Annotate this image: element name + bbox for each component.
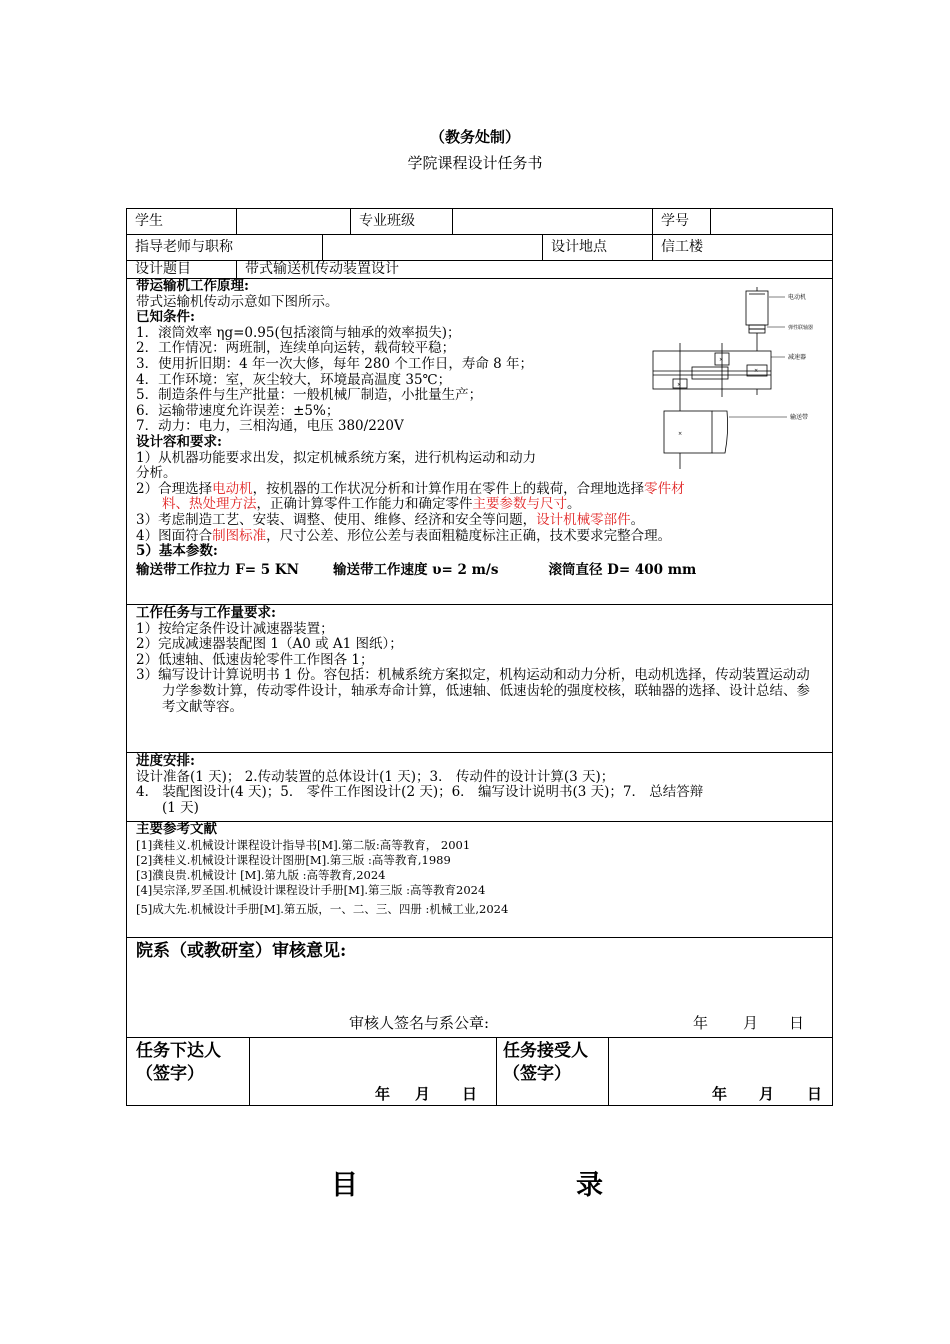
req3-highlight: 设计机械零部件: [536, 511, 631, 528]
condition-item: 6．运输带速度允许误差：±5%；: [136, 402, 340, 419]
reference-item: [3]濮良贵.机械设计 [M].第九版 :高等教育,2024: [136, 867, 386, 882]
task-item-4: 3）编写设计计算说明书 1 份。容包括：机械系统方案拟定，机构运动和动力分析，电动机选择，传动装置运动动力学参数计算，传动零件设计，轴承寿命计算，低速轴、低速齿轮的强度校核，联轴器的选择、设计总结、参考文献等容。: [136, 667, 810, 715]
principle-heading: 带运输机工作原理:: [136, 279, 249, 294]
reference-item: [2]龚桂义.机械设计课程设计图册[M].第三版 :高等教育,1989: [136, 852, 451, 867]
req2-highlight: 料、热处理方法: [162, 496, 257, 513]
reference-item: [4]吴宗泽,罗圣国.机械设计课程设计手册[M].第三版 :高等教育2024: [136, 882, 486, 897]
tasks-heading: 工作任务与工作量要求:: [136, 605, 276, 621]
reference-item: [5]成大先.机械设计手册[M].第五版，一、二、三、四册 :机械工业,2024: [136, 901, 509, 916]
condition-item: 2．工作情况：两班制，连续单向运转，载荷较平稳；: [136, 340, 456, 357]
student-value[interactable]: [237, 209, 351, 234]
references-section: [127, 822, 832, 938]
condition-item: 4．工作环境：室，灰尘较大，环境最高温度 35℃；: [136, 371, 452, 388]
schedule-line: (1 天): [162, 799, 199, 816]
teacher-label: 指导老师与职称: [127, 235, 323, 260]
task-item: 2）低速轴、低速齿轮零件工作图各 1；: [136, 651, 374, 668]
receiver-signature[interactable]: [609, 1038, 832, 1105]
schedule-heading: 进度安排:: [136, 753, 195, 769]
req4-text: 4）图面符合: [136, 527, 213, 544]
condition-item: 1．滚筒效率 ηg=0.95(包括滚筒与轴承的效率损失)；: [136, 324, 461, 341]
req4-highlight: 制图标准: [212, 527, 267, 544]
belt-label: 输送带: [790, 414, 809, 421]
basic-parameters: [136, 563, 823, 579]
footer-row: [127, 1038, 832, 1105]
issuer-month: 月: [415, 1085, 431, 1103]
student-id-value[interactable]: [711, 209, 832, 234]
receiver-label-line1: 任务接受人: [503, 1041, 588, 1061]
req2-highlight: 主要参数与尺寸: [472, 496, 567, 513]
task-table: [126, 208, 833, 1106]
req2-text: ，正确计算零件工作能力和确定零件: [256, 496, 473, 513]
condition-item: 7．动力：电力，三相沟通，电压 380/220V: [136, 418, 404, 435]
req2-highlight: 电动机: [212, 480, 253, 497]
requirement-1b: 分析。: [136, 465, 177, 482]
review-heading: 院系（或教研室）审核意见:: [136, 941, 347, 961]
svg-text:×: ×: [677, 382, 682, 388]
receiver-year: 年: [712, 1085, 728, 1103]
issuer-year: 年: [375, 1085, 391, 1103]
condition-item: 3．使用折旧期：4 年一次大修，每年 280 个工作日，寿命 8 年；: [136, 355, 533, 372]
teacher-value[interactable]: [323, 235, 543, 260]
student-id-label: 学号: [653, 209, 711, 234]
requirement-3: [136, 513, 823, 529]
coupling-label: 弹性联轴器: [788, 325, 814, 331]
task-item: 1）按给定条件设计减速器装置；: [136, 620, 334, 637]
document-title: 学院课程设计任务书: [407, 154, 543, 172]
req2-text: 2）合理选择: [136, 480, 213, 497]
office-label: （教务处制）: [429, 128, 520, 146]
topic-label: 设计题目: [127, 261, 237, 278]
principle-section: [127, 279, 832, 605]
review-year: 年: [693, 1014, 709, 1032]
transmission-diagram: [647, 287, 832, 473]
param-speed: 输送带工作速度 υ= 2 m/s: [332, 561, 499, 578]
req3-text: 。: [630, 511, 645, 528]
task-item: 2）完成减速器装配图 1（A0 或 A1 图纸）；: [136, 636, 403, 653]
req2-text: 。: [567, 496, 581, 513]
schedule-line: 4． 装配图设计(4 天)；5． 零件工作图设计(2 天)；6． 编写设计说明书(3 天)；7． 总结答辩: [136, 784, 704, 801]
place-value: 信工楼: [661, 239, 703, 255]
row-teacher: [127, 235, 832, 261]
receiver-month: 月: [759, 1085, 775, 1103]
requirements-heading: 设计容和要求:: [136, 433, 222, 450]
references-heading: 主要参考文献: [136, 822, 217, 837]
known-heading: 已知条件:: [136, 309, 195, 326]
param-diameter: 滚筒直径 D= 400 mm: [548, 561, 697, 578]
req4-text: ，尺寸公差、形位公差与表面粗糙度标注正确，技术要求完整合理。: [266, 527, 672, 544]
review-section: [127, 938, 832, 1038]
issuer-day: 日: [462, 1085, 478, 1103]
review-signature-label: 审核人签名与系公章:: [349, 1014, 490, 1032]
receiver-day: 日: [807, 1085, 823, 1103]
requirement-5: 5）基本参数:: [136, 543, 218, 560]
issuer-label-line2: （签字）: [136, 1064, 204, 1084]
requirement-2b: [136, 497, 823, 513]
receiver-label: [497, 1038, 609, 1105]
reducer-label: 减速器: [788, 354, 807, 361]
class-value[interactable]: [453, 209, 653, 234]
param-force: 输送带工作拉力 F= 5 KN: [136, 561, 299, 578]
requirement-1a: 1）从机器功能要求出发，拟定机械系统方案，进行机构运动和动力: [136, 449, 537, 466]
svg-text:×: ×: [678, 431, 683, 437]
reference-item: [1]龚桂义.机械设计课程设计指导书[M].第二版:高等教育， 2001: [136, 837, 471, 852]
schedule-line: 设计准备(1 天)； 2.传动装置的总体设计(1 天)；3． 传动件的设计计算(3 天)；: [136, 768, 615, 785]
student-label: 学生: [127, 209, 237, 234]
review-day: 日: [789, 1014, 805, 1032]
svg-text:×: ×: [754, 368, 759, 374]
principle-intro: 带式运输机传动示意如下图所示。: [136, 293, 339, 310]
class-label: 专业班级: [351, 209, 453, 234]
svg-text:×: ×: [719, 357, 724, 363]
req2-text: ，按机器的工作状况分析和计算作用在零件上的载荷，合理地选择: [252, 480, 645, 497]
row-student: [127, 209, 832, 235]
requirement-4: [136, 529, 823, 545]
schedule-section: [127, 753, 832, 822]
issuer-label-line1: 任务下达人: [136, 1041, 221, 1061]
topic-value: 带式输送机传动装置设计: [245, 261, 399, 277]
place-label: 设计地点: [543, 235, 653, 260]
condition-item: 5．制造条件与生产批量：一般机械厂制造，小批量生产；: [136, 387, 483, 404]
motor-label: 电动机: [788, 294, 807, 301]
issuer-signature[interactable]: [250, 1038, 497, 1105]
toc-title-mu: 目: [331, 1170, 358, 1201]
req2-highlight: 零件材: [644, 480, 685, 497]
receiver-label-line2: （签字）: [503, 1064, 571, 1084]
tasks-section: [127, 605, 832, 753]
issuer-label: [127, 1038, 250, 1105]
review-month: 月: [743, 1014, 759, 1032]
requirement-2a: [136, 482, 823, 498]
toc-title-lu: 录: [576, 1170, 603, 1201]
row-topic: [127, 261, 832, 279]
req3-text: 3）考虑制造工艺、安装、调整、使用、维修、经济和安全等问题，: [136, 511, 537, 528]
